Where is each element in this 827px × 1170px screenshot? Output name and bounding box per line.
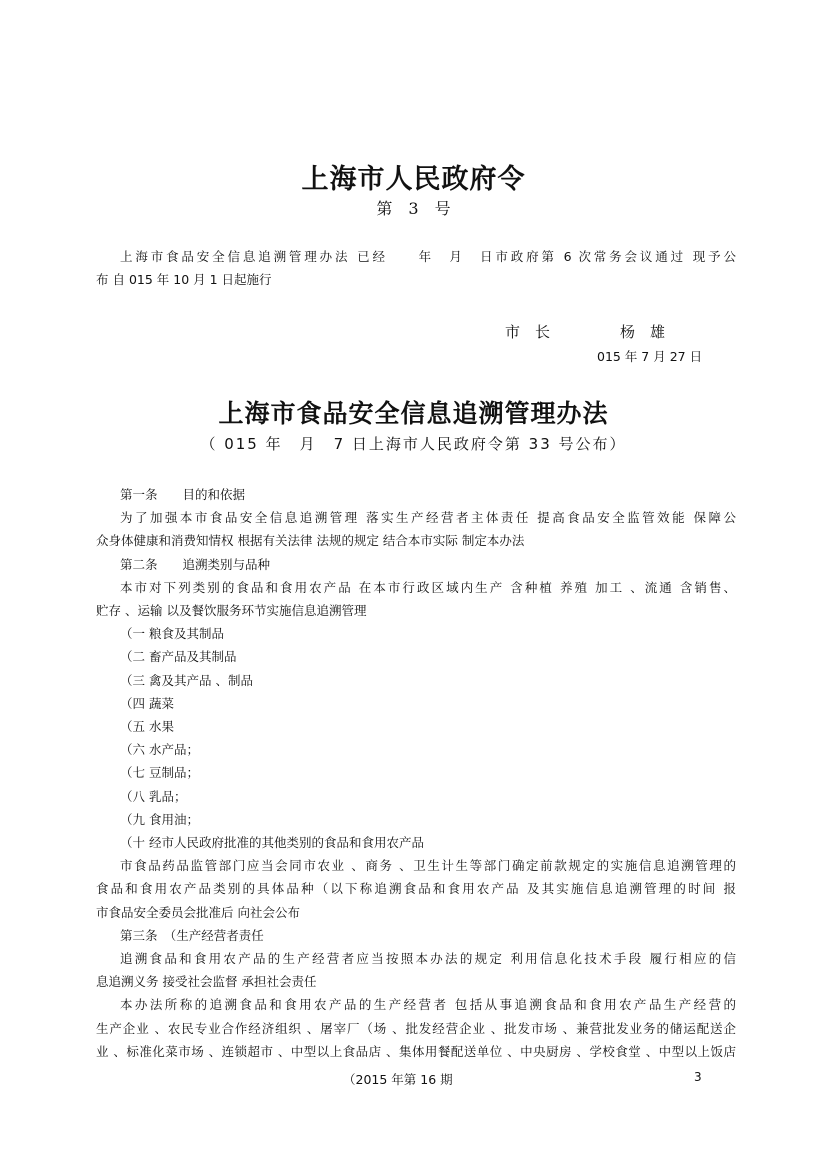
body-line: （七 豆制品； <box>120 765 199 781</box>
body-line: （三 禽及其产品 、制品 <box>120 672 253 688</box>
body-line: 生产企业 、农民专业合作经济组织 、屠宰厂（场 、批发经营企业 、批发市场 、兼营批发业务的储运配送企 <box>96 1020 736 1036</box>
order-title: 上海市人民政府令 <box>301 164 526 195</box>
footer-page-number: 3 <box>694 1070 702 1084</box>
body-line: （十 经市人民政府批准的其他类别的食品和食用农产品 <box>120 835 424 850</box>
mayor-label: 市 长 <box>505 323 551 341</box>
body-line: 本办法所称的追溯食品和食用农产品的生产经营者 包括从事追溯食品和食用农产品生产经营的 <box>120 997 736 1013</box>
body-line: 市食品安全委员会批准后 向社会公布 <box>96 904 300 920</box>
body-line: （六 水产品； <box>120 742 199 758</box>
body-line: 市食品药品监管部门应当会同市农业 、商务 、卫生计生等部门确定前款规定的实施信息追溯管理的 <box>120 858 736 874</box>
body-line: （九 食用油； <box>120 811 199 827</box>
body-line: 业 、标准化菜市场 、连锁超市 、中型以上食品店 、集体用餐配送单位 、中央厨房 、学校食堂 、中型以上饭店 <box>96 1043 736 1059</box>
article-heading: 第二条 追溯类别与品种 <box>120 556 271 572</box>
body-line: （四 蔬菜 <box>120 695 174 711</box>
body-line: 追溯食品和食用农产品的生产经营者应当按照本办法的规定 利用信息化技术手段 履行相应的信 <box>120 951 736 966</box>
order-body-line: 布 自 015 年 10 月 1 日起施行 <box>96 272 272 287</box>
body-line: （八 乳品； <box>120 788 187 804</box>
footer-issue: （2015 年第 16 期 <box>343 1072 453 1087</box>
body-line: 为了加强本市食品安全信息追溯管理 落实生产经营者主体责任 提高食品安全监管效能 保障公 <box>120 510 736 526</box>
body-line: （一 粮食及其制品 <box>120 626 224 642</box>
body-line: 食品和食用农产品类别的具体品种（以下称追溯食品和食用农产品 及其实施信息追溯管理的时间 报 <box>96 881 736 897</box>
article-heading: 第一条 目的和依据 <box>120 487 246 502</box>
mayor-name: 杨 雄 <box>620 323 666 341</box>
regulation-subtitle: （ 015 年 月 7 日上海市人民政府令第 33 号公布） <box>200 435 627 453</box>
order-date: 015 年 7 月 27 日 <box>597 349 703 364</box>
body-line: 贮存 、运输 以及餐饮服务环节实施信息追溯管理 <box>96 603 367 618</box>
order-number: 第 3 号 <box>376 199 451 218</box>
body-line: 众身体健康和消费知情权 根据有关法律 法规的规定 结合本市实际 制定本办法 <box>96 533 525 549</box>
order-body-line: 上海市食品安全信息追溯管理办法 已经 年 月 日市政府第 6 次常务会议通过 现予公 <box>120 249 736 264</box>
body-line: 本市对下列类别的食品和食用农产品 在本市行政区域内生产 含种植 养殖 加工 、流通 含销售、 <box>120 579 736 595</box>
body-line: 息追溯义务 接受社会监督 承担社会责任 <box>96 974 317 990</box>
regulation-title: 上海市食品安全信息追溯管理办法 <box>218 399 609 428</box>
body-line: （二 畜产品及其制品 <box>120 649 237 665</box>
body-line: （五 水果 <box>120 719 174 734</box>
article-heading: 第三条 （生产经营者责任 <box>120 927 264 943</box>
